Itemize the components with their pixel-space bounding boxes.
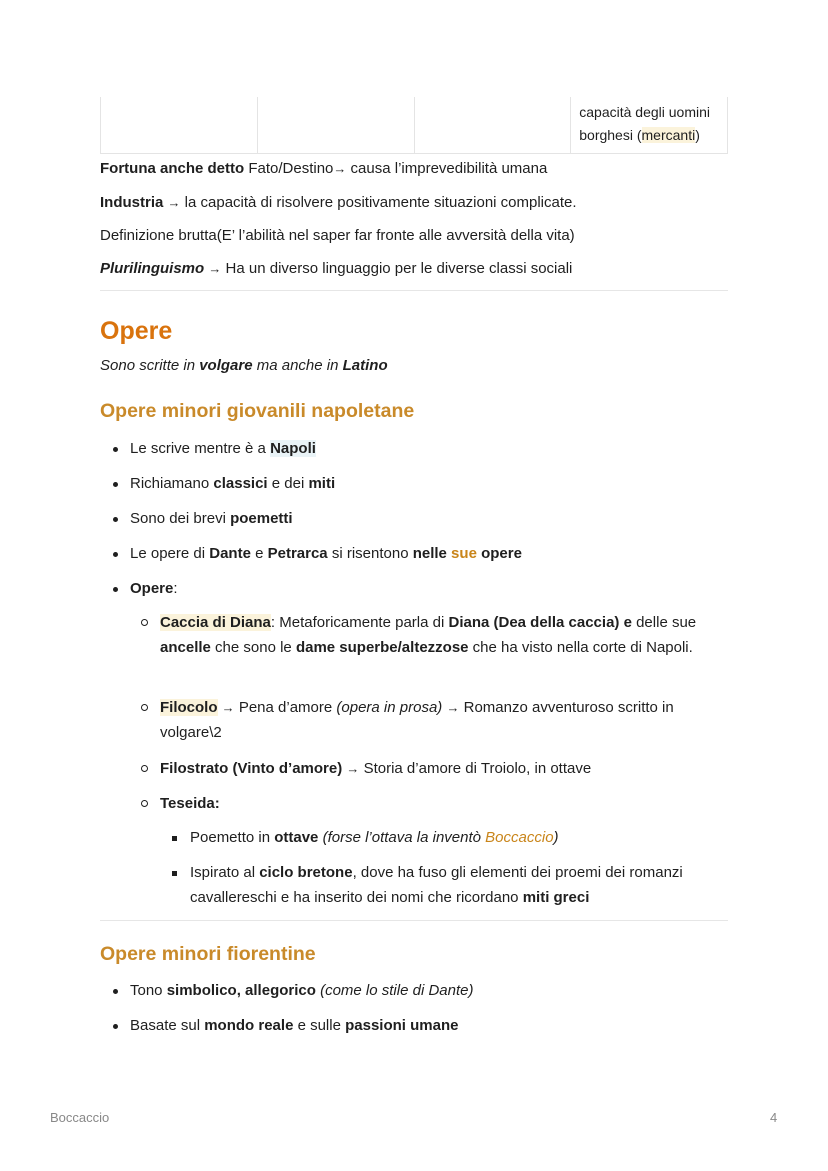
- bullet-circle-icon: [141, 800, 148, 807]
- list-item: [130, 471, 335, 496]
- def-fortuna-synonym: Fato/Destino: [244, 160, 334, 177]
- def-pluri-term: Plurilinguismo: [100, 260, 205, 277]
- item-italic-orange: Boccaccio: [485, 829, 554, 846]
- item-text: Ispirato al: [190, 864, 260, 881]
- item-bold: nelle: [412, 545, 447, 562]
- list-item: [130, 541, 522, 566]
- bullet-icon: [113, 482, 118, 487]
- item-bold: simbolico, allegorico: [166, 982, 316, 999]
- table-row: [101, 97, 728, 154]
- def-fortuna-term: Fortuna anche detto: [100, 160, 245, 177]
- item-text: che ha visto nella corte di Napoli.: [468, 639, 693, 656]
- list-item: [130, 978, 473, 1003]
- bullet-icon: [113, 1024, 118, 1029]
- list-item-teseida: [160, 791, 220, 816]
- item-bold: Teseida:: [160, 795, 220, 812]
- def-plurilinguismo: [100, 260, 728, 277]
- item-text: Le opere di: [130, 545, 210, 562]
- section-title-opere: Opere: [100, 317, 173, 345]
- item-bold: ciclo bretone: [259, 864, 353, 881]
- item-text: delle sue: [631, 614, 697, 631]
- list-item-filostrato: [160, 756, 591, 781]
- list-item: [130, 576, 178, 601]
- item-text: e sulle: [293, 1017, 346, 1034]
- table-cell: [571, 97, 728, 154]
- def-industria-term: Industria: [100, 194, 164, 211]
- divider: [100, 290, 728, 291]
- item-bold: miti: [308, 475, 336, 492]
- item-bold-orange: sue: [446, 545, 477, 562]
- item-bold: poemetti: [230, 510, 293, 527]
- bullet-icon: [113, 447, 118, 452]
- item-text: Basate sul: [130, 1017, 205, 1034]
- subsection-title-fiorentine: Opere minori fiorentine: [100, 943, 316, 965]
- item-text: Tono: [130, 982, 167, 999]
- arrow-icon: →: [346, 761, 360, 776]
- subsection-title-napoletane: Opere minori giovanili napoletane: [100, 400, 415, 422]
- item-text: : Metaforicamente parla di: [270, 614, 449, 631]
- highlight-filocolo: Filocolo: [160, 699, 218, 716]
- def-industria-text: la capacità di risolvere positivamente situazioni complicate.: [180, 194, 577, 211]
- cell-text-line1: capacità degli uomini: [579, 104, 710, 120]
- table-cell: [257, 97, 414, 154]
- list-item: [190, 860, 720, 910]
- item-italic: (forse l’ottava la inventò: [318, 829, 486, 846]
- list-item-filocolo: [160, 695, 730, 745]
- item-text: Storia d’amore di Troiolo, in ottave: [359, 760, 592, 777]
- item-italic: (opera in prosa): [336, 699, 443, 716]
- arrow-icon: →: [167, 195, 181, 210]
- arrow-icon: →: [221, 700, 235, 715]
- list-item: [190, 825, 559, 850]
- bullet-icon: [113, 989, 118, 994]
- def-fortuna-text: causa l’imprevedibilità umana: [346, 160, 548, 177]
- item-bold: Dante: [209, 545, 251, 562]
- item-text: Poemetto in: [190, 829, 275, 846]
- bullet-icon: [113, 587, 118, 592]
- item-italic: ): [553, 829, 559, 846]
- item-text: si risentono: [327, 545, 413, 562]
- item-bold: ottave: [274, 829, 319, 846]
- item-bold: opere: [476, 545, 522, 562]
- item-text: Pena d’amore: [234, 699, 337, 716]
- item-bold: Petrarca: [267, 545, 328, 562]
- item-bold: ancelle: [160, 639, 211, 656]
- list-item: [130, 506, 293, 531]
- cell-text-line2-pre: borghesi (: [579, 127, 642, 143]
- def-industria: [100, 194, 728, 211]
- intro-text: ma anche in: [252, 357, 343, 374]
- bullet-square-icon: [172, 871, 177, 876]
- item-text: :: [173, 580, 178, 597]
- highlight-caccia: Caccia di Diana: [160, 614, 271, 631]
- item-bold: Opere: [130, 580, 174, 597]
- opere-intro: [100, 357, 728, 374]
- arrow-icon: →: [446, 700, 460, 715]
- bullet-circle-icon: [141, 704, 148, 711]
- highlight-mercanti: mercanti: [641, 127, 696, 143]
- item-italic: (come lo stile di Dante): [315, 982, 474, 999]
- bullet-circle-icon: [141, 619, 148, 626]
- list-item: [130, 436, 316, 461]
- table-cell: [414, 97, 571, 154]
- item-text: , dove ha fuso gli elementi dei proemi dei romanzi cavallereschi e ha inserito dei nomi che ricordano: [190, 864, 683, 906]
- footer-title: Boccaccio: [50, 1110, 110, 1125]
- item-bold: passioni umane: [345, 1017, 459, 1034]
- item-text: Romanzo avventuroso scritto in volgare\2: [160, 699, 674, 741]
- item-bold: classici: [213, 475, 268, 492]
- item-text: Le scrive mentre è a: [130, 440, 271, 457]
- item-bold: Diana (Dea della caccia) e: [448, 614, 632, 631]
- bullet-circle-icon: [141, 765, 148, 772]
- highlight-napoli: Napoli: [270, 440, 316, 457]
- item-text: e: [250, 545, 268, 562]
- page-number: 4: [770, 1110, 778, 1125]
- item-text: che sono le: [210, 639, 296, 656]
- arrow-icon: →: [333, 161, 347, 176]
- def-fortuna: [100, 160, 728, 177]
- cell-text-line2-post: ): [695, 127, 700, 143]
- def-definizione: Definizione brutta(E’ l’abilità nel saper far fronte alle avversità della vita): [100, 227, 575, 244]
- divider: [100, 920, 728, 921]
- item-bold: Filostrato (Vinto d’amore): [160, 760, 343, 777]
- item-bold: dame superbe/altezzose: [295, 639, 469, 656]
- item-text: Richiamano: [130, 475, 214, 492]
- table-fragment: [100, 97, 728, 154]
- item-text: e dei: [267, 475, 309, 492]
- bullet-square-icon: [172, 836, 177, 841]
- item-text: Sono dei brevi: [130, 510, 231, 527]
- list-item-caccia: [160, 610, 730, 660]
- intro-text: Sono scritte in: [100, 357, 200, 374]
- def-pluri-text: Ha un diverso linguaggio per le diverse classi sociali: [221, 260, 573, 277]
- item-bold: mondo reale: [204, 1017, 294, 1034]
- intro-bold-latino: Latino: [342, 357, 388, 374]
- intro-bold-volgare: volgare: [199, 357, 253, 374]
- list-item: [130, 1013, 458, 1038]
- item-bold: miti greci: [522, 889, 590, 906]
- bullet-icon: [113, 552, 118, 557]
- bullet-icon: [113, 517, 118, 522]
- table-cell: [101, 97, 258, 154]
- arrow-icon: →: [208, 261, 222, 276]
